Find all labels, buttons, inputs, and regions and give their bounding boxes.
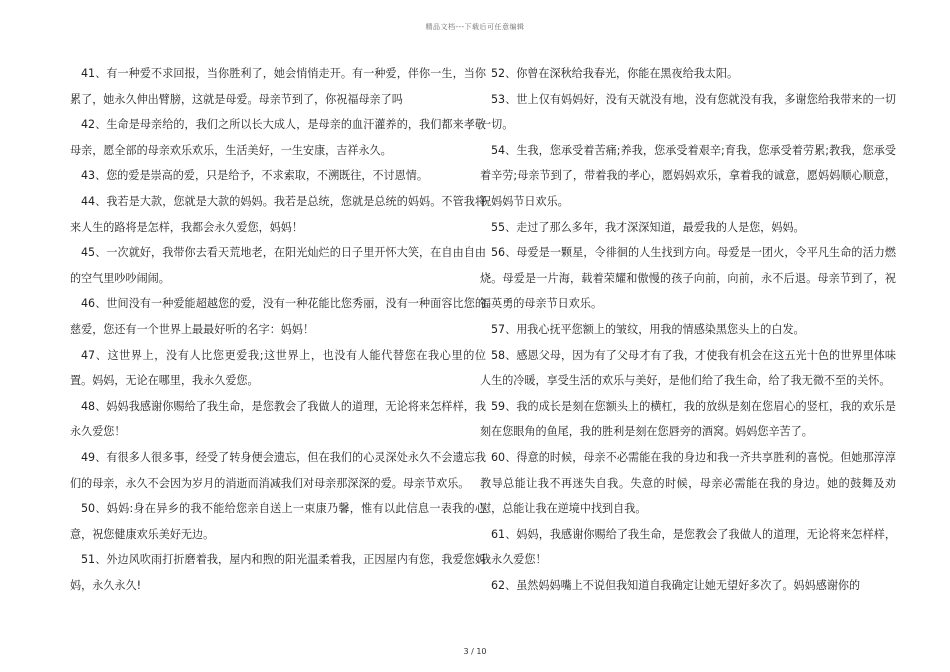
paragraph-59: 59、我的成长是刻在您额头上的横杠，我的放纵是刻在您眉心的竖杠，我的欢乐是刻在您眼角的鱼尾，我的胜利是刻在您唇旁的酒窝。妈妈您辛苦了。	[480, 399, 896, 439]
paragraph-45: 45、一次就好，我带你去看天荒地老，在阳光灿烂的日子里开怀大笑，在自由自由的空气里吵吵闹闹。	[70, 246, 486, 285]
right-column	[480, 61, 896, 598]
paragraph-41: 41、有一种爱不求回报，当你胜利了，她会悄悄走开。有一种爱，伴你一生，当你累了，她永久伸出臂膀，这就是母爱。母亲节到了，你祝福母亲了吗	[70, 67, 486, 106]
paragraph-60: 60、得意的时候，母亲不必需能在我的身边和我一齐共享胜利的喜悦。但她那淳淳教导总能让我不再迷失自我。失意的时候，母亲必需能在我的身边。她的鼓舞及劝慰，总能让我在逆境中找到自我。	[480, 450, 896, 516]
paragraph-54: 54、生我，您承受着苦痛;养我，您承受着艰辛;育我，您承受着劳累;教我，您承受着辛劳;母亲节到了，带着我的孝心，愿妈妈欢乐，拿着我的诚意，愿妈妈顺心顺意，祝妈妈节日欢乐。	[480, 143, 896, 208]
paragraph-43: 43、您的爱是崇高的爱，只是给予，不求索取，不溯既往，不讨恩情。	[81, 169, 428, 183]
paragraph-57: 57、用我心抚平您额上的皱纹，用我的情感染黑您头上的白发。	[491, 322, 805, 336]
paragraph-46: 46、世间没有一种爱能超越您的爱，没有一种花能比您秀丽，没有一种面容比您的慈爱，您还有一个世界上最最好听的名字：妈妈！	[70, 297, 486, 336]
left-column	[70, 61, 486, 598]
page-header: 精品文档---下载后可任意编辑	[425, 23, 525, 31]
paragraph-49: 49、有很多人很多事，经受了转身便会遗忘，但在我们的心灵深处永久不会遗忘我们的母亲，永久不会因为岁月的消逝而消减我们对母亲那深深的爱。母亲节欢乐。	[70, 450, 486, 490]
page-number: 3 / 10	[463, 647, 487, 656]
paragraph-44: 44、我若是大款，您就是大款的妈妈。我若是总统，您就是总统的妈妈。不管我将来人生的路将是怎样，我都会永久爱您，妈妈！	[70, 194, 486, 234]
paragraph-52: 52、你曾在深秋给我春光，你能在黑夜给我太阳。	[491, 67, 739, 80]
paragraph-62: 62、虽然妈妈嘴上不说但我知道自我确定让她无望好多次了。妈妈感谢你的	[491, 578, 861, 592]
paragraph-53: 53、世上仅有妈妈好，没有天就没有地，没有您就没有我，多谢您给我带来的一切一切。	[480, 92, 896, 132]
paragraph-50: 50、妈妈:身在异乡的我不能给您亲自送上一束康乃馨，惟有以此信息一表我的心意，祝您健康欢乐美好无边。	[70, 502, 486, 541]
paragraph-56: 56、母爱是一颗星，令徘徊的人生找到方向。母爱是一团火，令平凡生命的活力燃烧。母爱是一片海，载着荣耀和傲慢的孩子向前，向前，永不后退。母亲节到了，祝福英勇的母亲节日欢乐。	[480, 246, 896, 311]
paragraph-48: 48、妈妈我感谢你赐给了我生命，是您教会了我做人的道理，无论将来怎样样，我永久爱您！	[70, 399, 486, 439]
paragraph-61: 61、妈妈，我感谢你赐给了我生命，是您教会了我做人的道理，无论将来怎样样，我永久爱您！	[480, 527, 896, 567]
paragraph-47: 47、这世界上，没有人比您更爱我;这世界上，也没有人能代替您在我心里的位置。妈妈，无论在哪里，我永久爱您。	[70, 348, 486, 388]
paragraph-55: 55、走过了那么多年，我才深深知道，最爱我的人是您，妈妈。	[491, 220, 805, 234]
paragraph-58: 58、感恩父母，因为有了父母才有了我，才使我有机会在这五光十色的世界里体味人生的冷暖，享受生活的欢乐与美好，是他们给了我生命，给了我无微不至的关怀。	[480, 348, 896, 388]
paragraph-42: 42、生命是母亲给的，我们之所以长大成人，是母亲的血汗灌养的，我们都来孝敬母亲，愿全部的母亲欢乐欢乐，生活美好，一生安康，吉祥永久。	[70, 118, 486, 157]
paragraph-51: 51、外边风吹雨打折磨着我，屋内和煦的阳光温柔着我，正因屋内有您，我爱您妈妈，永久永久!	[70, 553, 486, 592]
